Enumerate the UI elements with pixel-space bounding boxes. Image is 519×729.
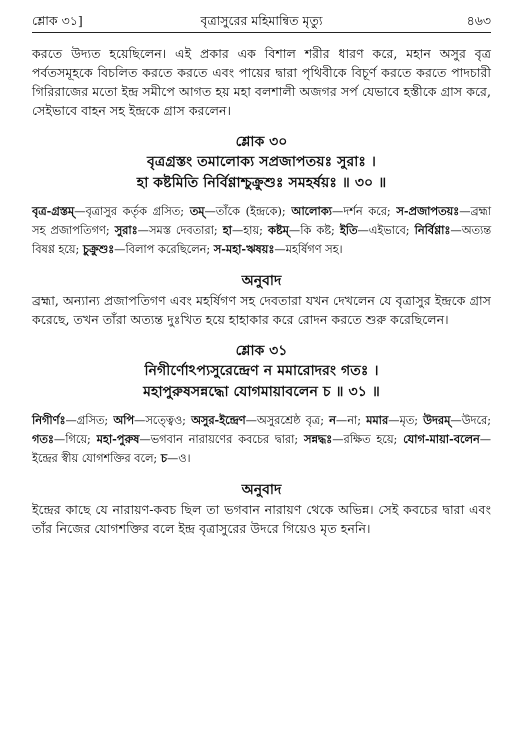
verse-30-translation: ব্রহ্মা, অন্যান্য প্রজাপতিগণ এবং মহর্ষিগণ সহ দেবতারা যখন দেখলেন যে বৃত্রাসুর ইন্দ্রকে গ্রাস করেছে, তখন তাঁরা অত্যন্ত দুঃখিত হয়ে হাহাকার করে রোদন করতে শুরু করেছিলেন। <box>32 293 491 327</box>
synonym-meaning: —বিলাপ করেছিলেন; <box>114 243 214 256</box>
verse-31-line-2: মহাপুরুষসন্নদ্ধো যোগমায়াবলেন চ ॥ ৩১ ॥ <box>143 384 380 400</box>
synonym-meaning: —মৃত; <box>388 414 424 427</box>
synonym-meaning: —বৃত্রাসুর কর্তৃক গ্রসিত; <box>74 205 190 218</box>
synonym-meaning: —অত্যন্ত বিষণ্ণ হয়ে; <box>32 224 492 256</box>
synonym-term: চুক্রুশুঃ <box>82 242 115 256</box>
synonym-term: হা <box>222 223 232 237</box>
synonym-meaning: —উদরে; <box>450 414 491 427</box>
verse-30-line-1: বৃত্রগ্রস্তং তমালোক্য সপ্রজাপতয়ঃ সুরাঃ । <box>147 154 376 170</box>
synonym-meaning: —কি কষ্ট; <box>288 224 340 237</box>
synonym-term: গতঃ <box>32 432 54 446</box>
synonym-meaning: —দর্শন করে; <box>331 205 397 218</box>
intro-paragraph: করতে উদ্যত হয়েছিলেন। এই প্রকার এক বিশাল শরীর ধারণ করে, মহান অসুর বৃত্র পর্বতসমূহকে বিচলিত করতে করতে এবং পায়ের দ্বারা পৃথিবীকে বিচূর্ণ করতে করতে পাদচারী গিরিরাজের মতো ইন্দ্র সমীপে আগত হয় মহা বলশালী অজগর সর্প যেভাবে হস্তীকে গ্রাস করে, সেইভাবে বাহন সহ ইন্দ্রকে গ্রাস করলেন। <box>32 46 491 118</box>
verse-31-line-1: নিগীর্ণোঽপ্যসুরেন্দ্রেণ ন মমারোদরং গতঃ । <box>144 363 379 379</box>
synonym-meaning: —গ্রসিত; <box>65 414 114 427</box>
synonym-term: তম্ <box>189 204 205 218</box>
verse-31-translation: ইন্দ্রের কাছে যে নারায়ণ-কবচ ছিল তা ভগবান নারায়ণ থেকে অভিন্ন। সেই কবচের দ্বারা এবং তাঁর নিজের যোগশক্তির বলে ইন্দ্র বৃত্রাসুরের উদরে গিয়েও মৃত হননি। <box>32 502 491 536</box>
synonym-term: বৃত্র-গ্রস্তম্ <box>32 204 75 218</box>
synonym-term: অপি <box>113 413 135 427</box>
synonym-meaning: —না; <box>335 414 367 427</box>
synonym-meaning: —মহর্ষিগণ সহ। <box>274 243 343 256</box>
synonym-term: উদরম্ <box>423 413 451 427</box>
verse-31-translation-heading: অনুবাদ <box>241 482 282 498</box>
synonym-term: সুরাঃ <box>114 223 138 237</box>
synonym-term: সন্নদ্ধঃ <box>303 432 333 446</box>
synonym-term: আলোক্য <box>291 204 332 218</box>
header-verse-ref: শ্লোক ৩১] <box>32 13 83 28</box>
verse-30-heading: শ্লোক ৩০ <box>235 134 288 150</box>
running-header <box>32 10 491 33</box>
header-chapter-title: বৃত্রাসুরের মহিমান্বিত মৃত্যু <box>200 13 323 28</box>
synonym-term: নির্বিণ্ণাঃ <box>414 223 451 237</box>
synonym-meaning: —গিয়ে; <box>53 433 97 446</box>
synonym-meaning: —ব্রহ্মা সহ প্রজাপতিগণ; <box>32 205 491 237</box>
synonym-meaning: —সত্ত্বেও; <box>134 414 192 427</box>
synonym-term: যোগ-মায়া-বলেন <box>403 432 480 446</box>
synonym-meaning: —অসুরশ্রেষ্ঠ বৃত্র; <box>245 414 330 427</box>
verse-30-translation-heading: অনুবাদ <box>241 273 282 289</box>
synonym-term: মহা-পুরুষ <box>96 432 140 446</box>
verse-30-synonyms <box>32 202 491 259</box>
synonym-term: স-মহা-ঋষয়ঃ <box>213 242 275 256</box>
synonym-term: চ <box>160 451 167 465</box>
synonym-term: স-প্রজাপতয়ঃ <box>396 204 460 218</box>
synonym-meaning: —হায়; <box>231 224 268 237</box>
synonym-term: নিগীর্ণঃ <box>32 413 66 427</box>
synonym-meaning: —এইভাবে; <box>357 224 415 237</box>
page-content <box>32 44 491 538</box>
synonym-term: অসুর-ইন্দ্রেণ <box>191 413 246 427</box>
synonym-meaning: —ভগবান নারায়ণের কবচের দ্বারা; <box>139 433 304 446</box>
synonym-meaning: —সমস্ত দেবতারা; <box>137 224 223 237</box>
verse-31-heading: শ্লোক ৩১ <box>235 343 288 359</box>
synonym-meaning: —তাঁকে (ইন্দ্রকে); <box>204 205 292 218</box>
synonym-term: মমার <box>366 413 389 427</box>
synonym-meaning: —ইন্দ্রের স্বীয় যোগশক্তির বলে; <box>32 433 491 465</box>
synonym-term: ইতি <box>339 223 358 237</box>
header-page-number: ৪৬৩ <box>466 13 491 28</box>
synonym-meaning: —ও। <box>166 452 191 465</box>
verse-31-synonyms <box>32 411 491 468</box>
synonym-term: ন <box>329 413 336 427</box>
synonym-term: কষ্টম্ <box>267 223 289 237</box>
synonym-meaning: —রক্ষিত হয়ে; <box>332 433 404 446</box>
verse-30-line-2: হা কষ্টমিতি নির্বিণ্ণাশ্চুক্রুশুঃ সমহর্ষয়ঃ ॥ ৩০ ॥ <box>136 175 387 191</box>
